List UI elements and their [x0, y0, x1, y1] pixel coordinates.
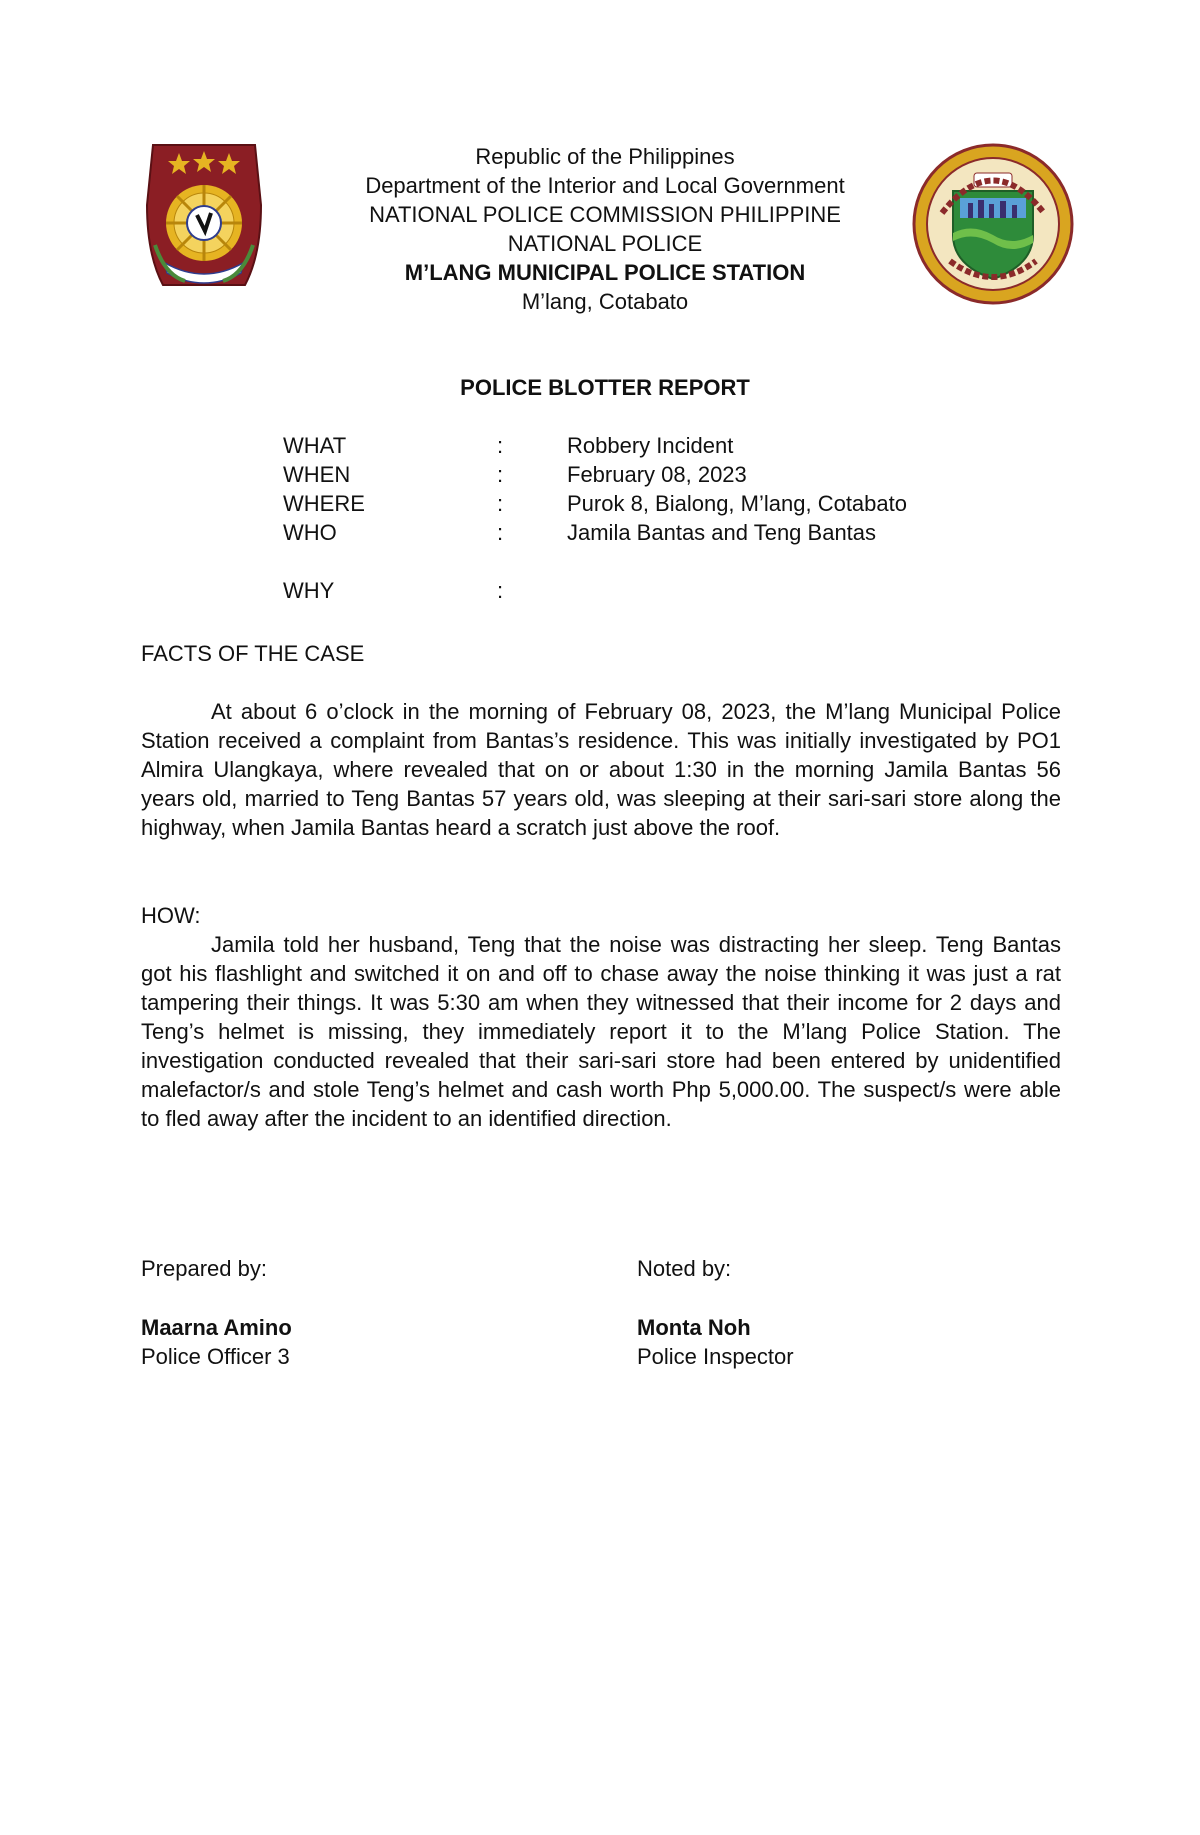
detail-label-why: WHY [283, 578, 335, 603]
how-paragraph: Jamila told her husband, Teng that the noise was distracting her sleep. Teng Bantas got his flashlight and switched it on and off to chase away the noise thinking it was just a rat tampering their things. It was 5:30 am when they witnessed that their income for 2 days and Teng’s helmet is missing, they immediately report it to the M’lang Police Station. The investigation conducted revealed that their sari-sari store had been entered by unidentified malefactor/s and stole Teng’s helmet and cash worth Php 5,000.00. The suspect/s were able to fled away after the incident to an identified direction. [141, 932, 1061, 1131]
facts-paragraph: At about 6 o’clock in the morning of February 08, 2023, the M’lang Municipal Police Station received a complaint from Bantas’s residence. This was initially investigated by PO1 Almira Ulangkaya, where revealed that on or about 1:30 in the morning Jamila Bantas 56 years old, married to Teng Bantas 57 years old, was sleeping at their sari-sari store along the highway, when Jamila Bantas heard a scratch just above the roof. [141, 699, 1061, 840]
header-department: Department of the Interior and Local Government [365, 173, 845, 198]
header-republic: Republic of the Philippines [475, 144, 735, 169]
detail-label-who: WHO [283, 520, 337, 545]
header-national-police: NATIONAL POLICE [507, 231, 703, 256]
how-label: HOW: [141, 903, 201, 928]
noted-by-label: Noted by: [637, 1256, 732, 1281]
header-commission: NATIONAL POLICE COMMISSION PHILIPPINE [369, 202, 841, 227]
detail-colon: : [497, 491, 504, 516]
detail-colon: : [497, 462, 504, 487]
letterhead [300, 142, 910, 316]
prepared-by-title: Police Officer 3 [141, 1344, 290, 1369]
station-seal-icon [912, 143, 1074, 305]
prepared-by-name: Maarna Amino [141, 1315, 292, 1340]
pnp-badge-icon [145, 135, 263, 295]
detail-value-what: Robbery Incident [567, 433, 734, 458]
detail-label-where: WHERE [283, 491, 365, 516]
facts-heading: FACTS OF THE CASE [141, 641, 365, 666]
header-location: M’lang, Cotabato [521, 289, 689, 314]
detail-colon: : [497, 520, 504, 545]
detail-value-who: Jamila Bantas and Teng Bantas [567, 520, 877, 545]
detail-value-when: February 08, 2023 [567, 462, 747, 487]
detail-label-when: WHEN [283, 462, 351, 487]
noted-by-title: Police Inspector [637, 1344, 794, 1369]
detail-label-what: WHAT [283, 433, 347, 458]
noted-by-name: Monta Noh [637, 1315, 751, 1340]
prepared-by-label: Prepared by: [141, 1256, 267, 1281]
detail-colon: : [497, 433, 504, 458]
detail-value-where: Purok 8, Bialong, M’lang, Cotabato [567, 491, 907, 516]
detail-colon: : [497, 578, 504, 603]
report-title: POLICE BLOTTER REPORT [460, 375, 750, 400]
header-station-name: M’LANG MUNICIPAL POLICE STATION [404, 260, 806, 285]
